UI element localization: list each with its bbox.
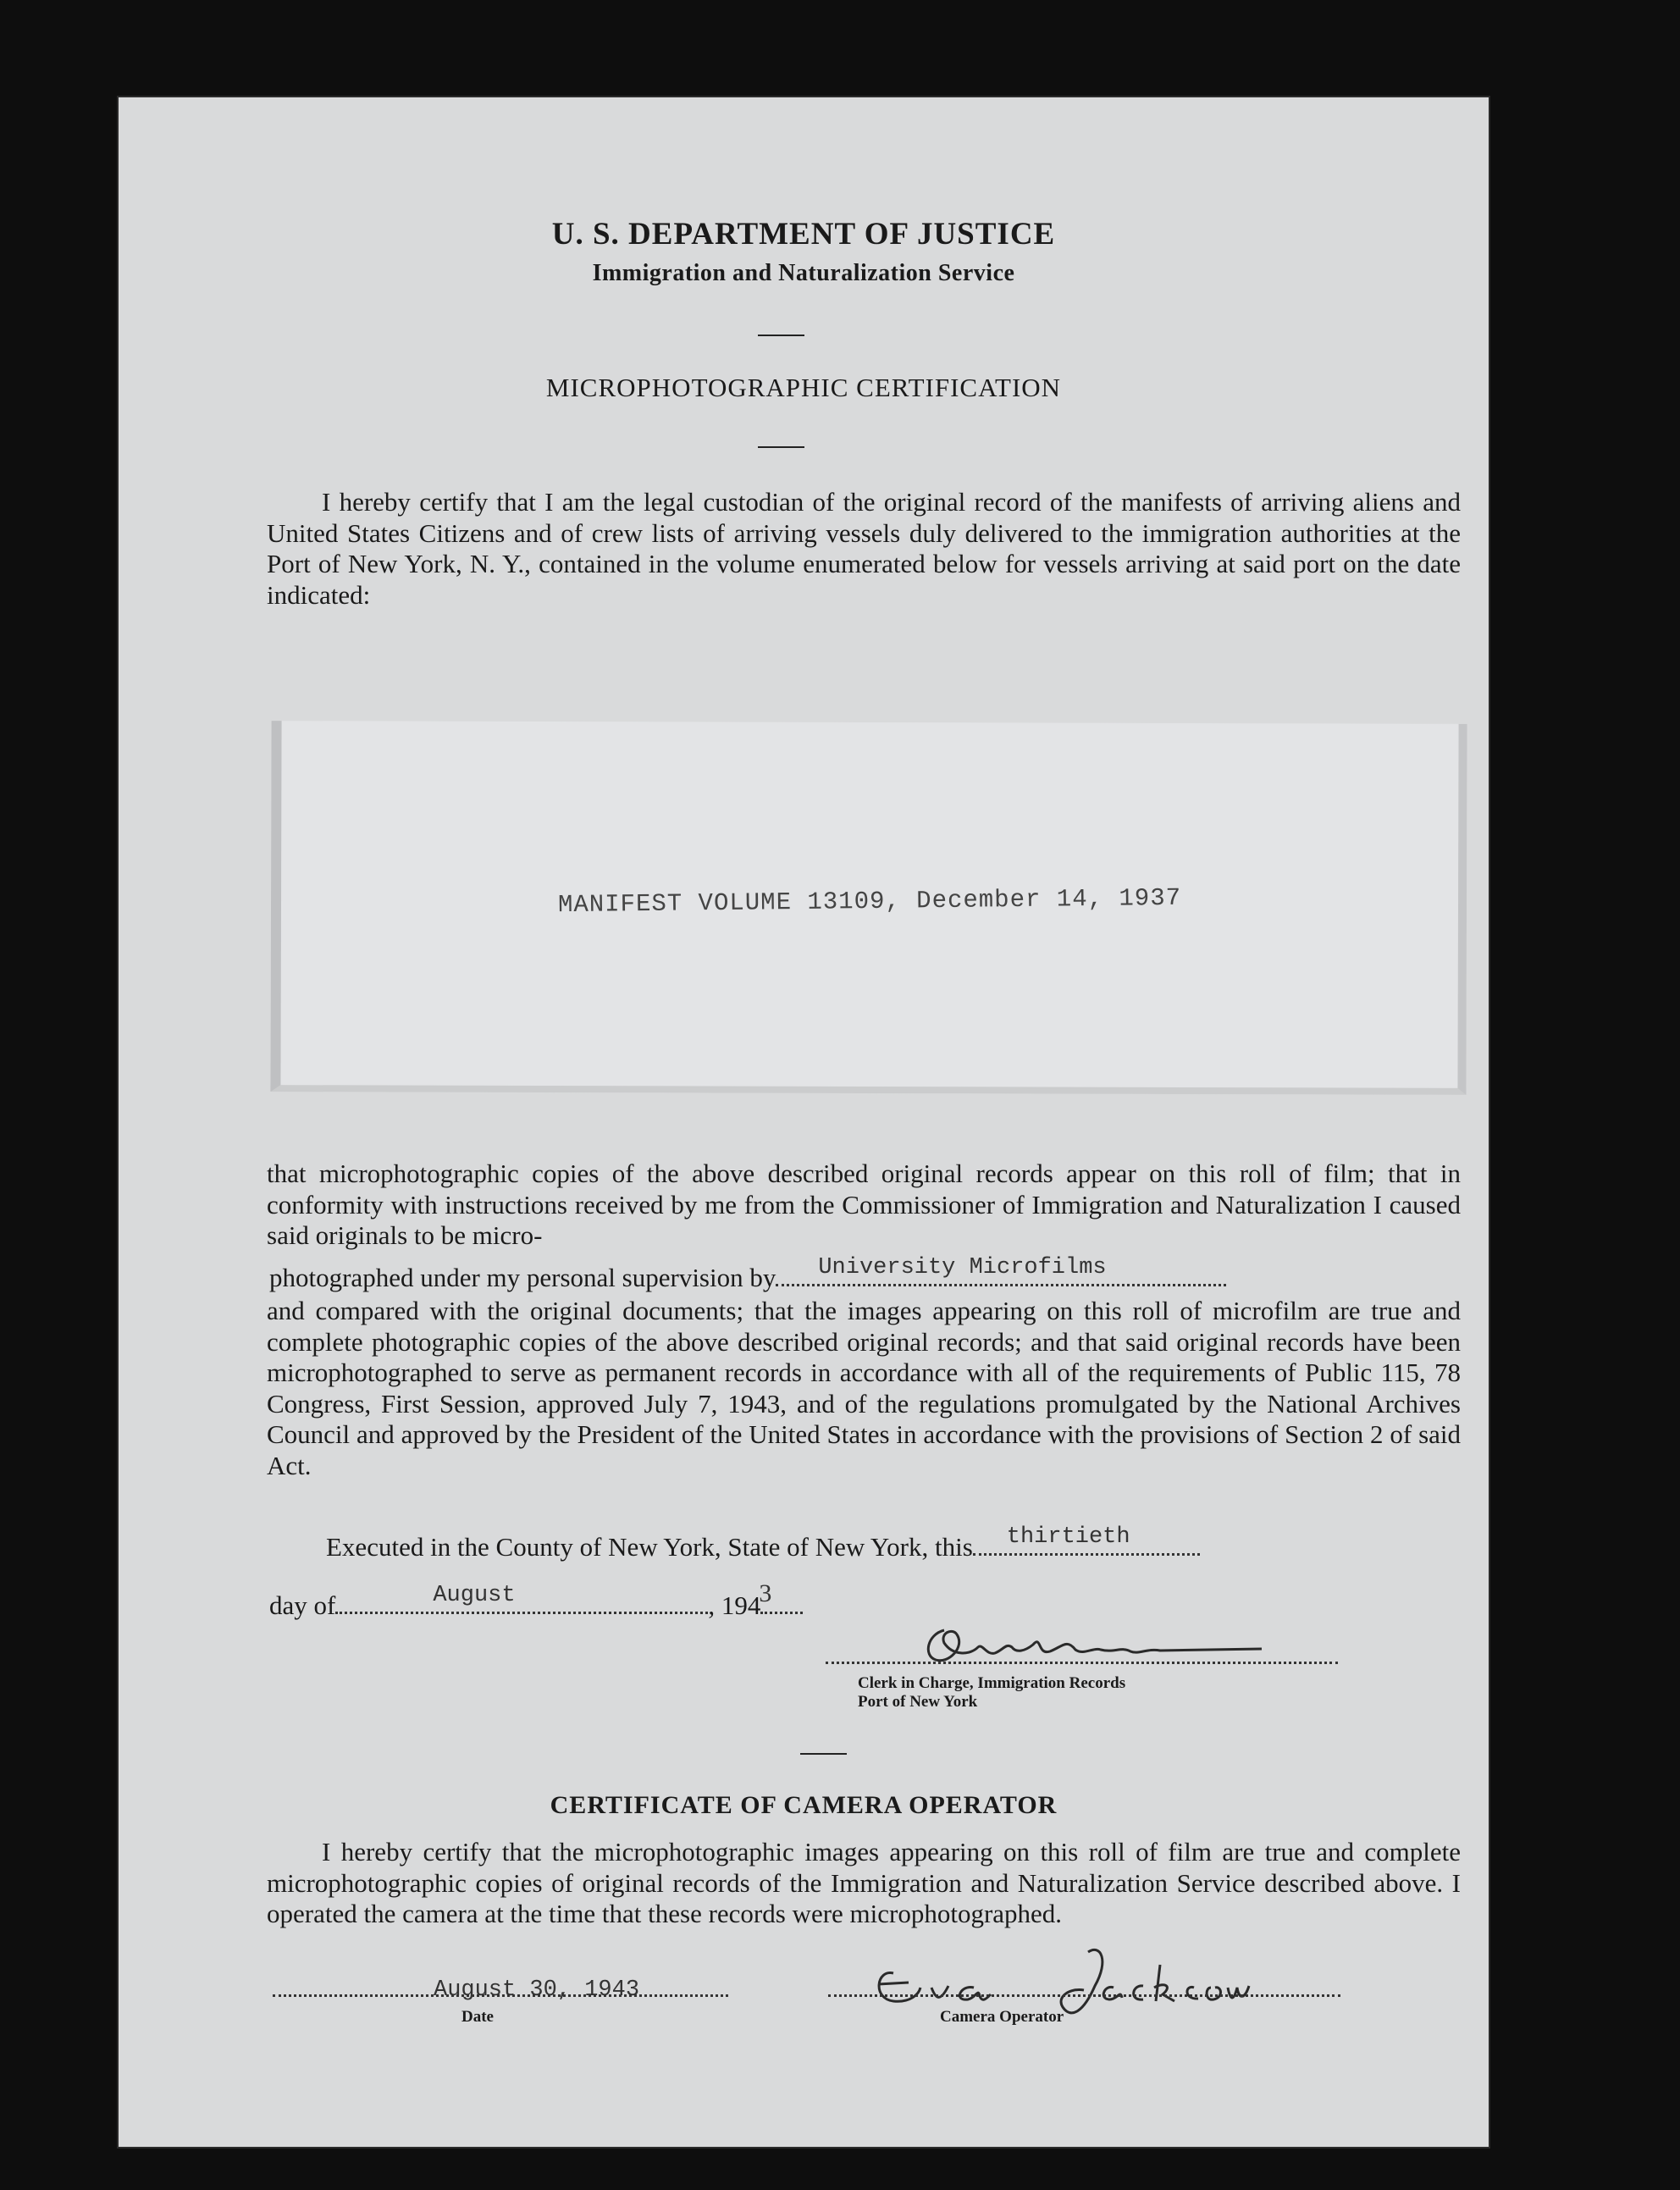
service-subheading: Immigration and Naturalization Service — [592, 260, 1015, 286]
manifest-volume-text: MANIFEST VOLUME 13109, December 14, 1937 — [557, 883, 1182, 920]
executed-line — [326, 1524, 1200, 1562]
day-of-line — [269, 1579, 803, 1621]
clerk-title-line2: Port of New York — [858, 1693, 978, 1711]
supervision-prefix: photographed under my personal supervision by — [269, 1263, 776, 1292]
date-label: Date — [461, 2008, 494, 2026]
clerk-signature-line — [826, 1662, 1338, 1664]
year-prefix: , 194 — [708, 1590, 761, 1620]
clerk-title — [858, 1674, 1125, 1712]
camera-operator-label: Camera Operator — [940, 2008, 1064, 2026]
supervisor-field — [776, 1255, 1226, 1286]
day-of-label: day of — [269, 1590, 336, 1620]
date-value: August 30, 1943 — [434, 1977, 640, 2003]
month-value: August — [433, 1583, 516, 1608]
divider-rule — [800, 1753, 847, 1755]
year-field — [759, 1579, 803, 1614]
divider-rule — [758, 446, 804, 448]
certificate-sheet — [119, 97, 1489, 2147]
manifest-volume-card — [270, 721, 1467, 1095]
executed-day-value: thirtieth — [1006, 1524, 1130, 1550]
body-paragraph-start: that microphotographic copies of the above described original records appear on this roll of film; that in conformity with instructions received by me from the Commissioner of Immigration and Naturalization I caused said originals to be micro- — [267, 1159, 1461, 1250]
operator-paragraph: I hereby certify that the microphotographic images appearing on this roll of film are true and complete microphotographic copies of original records of the Immigration and Naturalization Service described above. I operated the camera at the time that these records were microphotographed. — [267, 1837, 1461, 1928]
divider-rule — [758, 335, 804, 336]
body-paragraph-end: and compared with the original documents; that the images appearing on this roll of microfilm are true and complete photographic copies of the above described original records; and that said original records have been microphotographed to serve as permanent records in accordance with all of the requirements of Public 115, 78 Congress, First Session, approved July 7, 1943, and of the regulations promulgated by the National Archives Council and approved by the President of the United States in accordance with the provisions of Section 2 of said Act. — [267, 1296, 1461, 1480]
year-value: 3 — [759, 1579, 772, 1607]
supervisor-value: University Microfilms — [818, 1255, 1107, 1280]
department-heading: U. S. DEPARTMENT OF JUSTICE — [551, 217, 1056, 252]
clerk-title-line1: Clerk in Charge, Immigration Records — [858, 1674, 1126, 1692]
intro-paragraph: I hereby certify that I am the legal custodian of the original record of the manifests of arriving aliens and United States Citizens and of crew lists of arriving vessels duly delivered to the immigration authorities at the Port of New York, N. Y., contained in the volume enumerated below for vessels arriving at said port on the date indicated: — [267, 487, 1461, 610]
clerk-signature — [906, 1609, 1287, 1677]
camera-operator-signature — [868, 1935, 1274, 2020]
month-field — [335, 1583, 708, 1614]
certification-title: MICROPHOTOGRAPHIC CERTIFICATION — [545, 373, 1062, 402]
supervision-line — [269, 1255, 1226, 1293]
executed-prefix: Executed in the County of New York, State of New York, this — [326, 1532, 973, 1562]
camera-operator-line — [828, 1994, 1340, 1997]
executed-day-field — [973, 1524, 1200, 1556]
camera-operator-heading: CERTIFICATE OF CAMERA OPERATOR — [550, 1791, 1058, 1819]
